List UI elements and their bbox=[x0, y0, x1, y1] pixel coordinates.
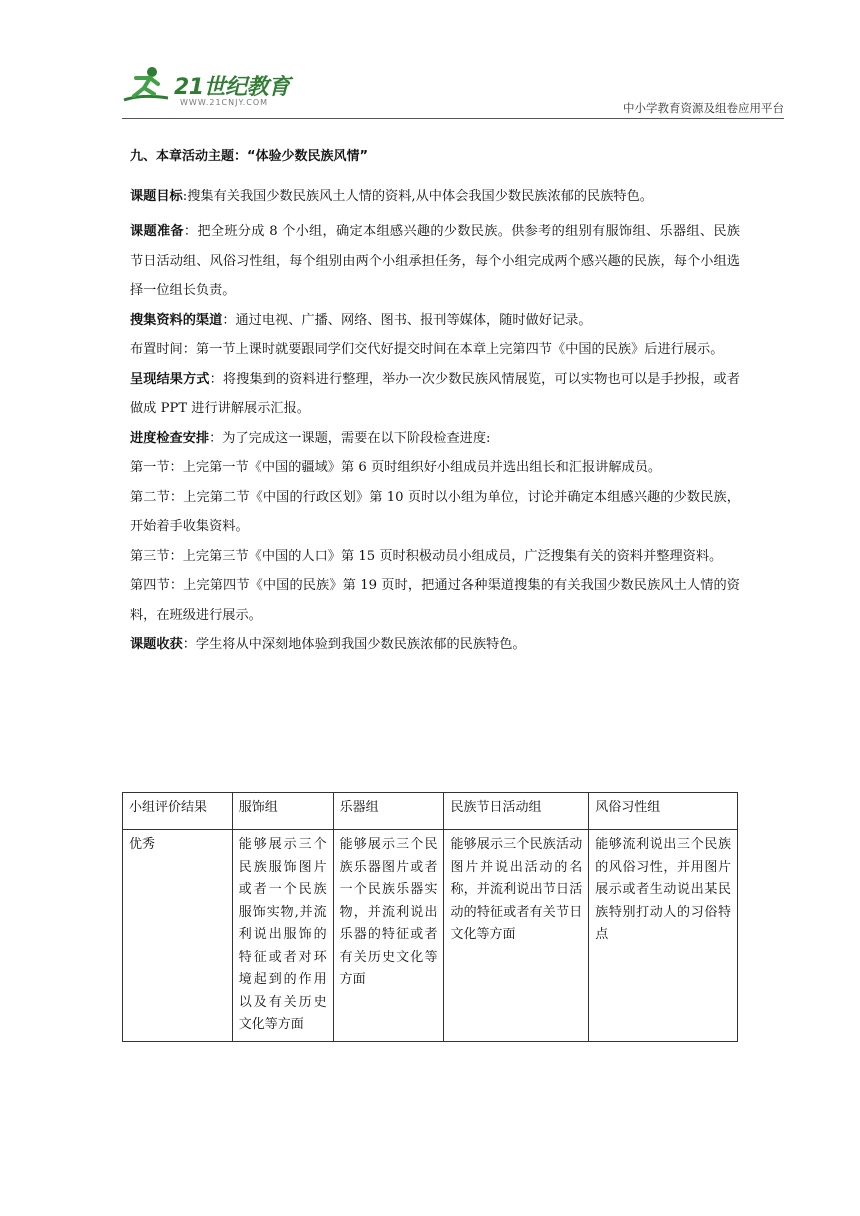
present-text: ：将搜集到的资料进行整理，举办一次少数民族风情展览，可以实物也可以是手抄报，或者做成 PPT 进行讲解展示汇报。 bbox=[130, 371, 740, 416]
evaluation-table bbox=[122, 792, 738, 1042]
logo-url: WWW.21CNJY.COM bbox=[180, 98, 269, 107]
table-cell: 能够展示三个民族服饰图片或者一个民族服饰实物,并流利说出服饰的特征或者对环境起到的作用以及有关历史文化等方面 bbox=[232, 830, 333, 1042]
table-header-cell: 小组评价结果 bbox=[123, 793, 233, 830]
runner-logo-icon bbox=[122, 64, 174, 108]
table-header-cell: 服饰组 bbox=[232, 793, 333, 830]
table-header-row bbox=[123, 793, 738, 830]
harvest-label: 课题收获 bbox=[130, 637, 183, 652]
platform-name: 中小学教育资源及组卷应用平台 bbox=[623, 101, 784, 115]
channel-paragraph bbox=[130, 306, 740, 336]
table-header-cell: 民族节日活动组 bbox=[444, 793, 589, 830]
table-cell: 能够流利说出三个民族的风俗习性，并用图片展示或者生动说出某民族特别打动人的习俗特点 bbox=[589, 830, 738, 1042]
page-header bbox=[122, 62, 784, 120]
progress-paragraph bbox=[130, 424, 740, 454]
logo-text: 21世纪教育 bbox=[174, 75, 290, 100]
time-paragraph: 布置时间：第一节上课时就要跟同学们交代好提交时间在本章上完第四节《中国的民族》后进行展示。 bbox=[130, 342, 724, 357]
step-2: 第二节：上完第二节《中国的行政区划》第 10 页时以小组为单位，讨论并确定本组感兴趣的少数民族，开始着手收集资料。 bbox=[130, 489, 740, 534]
logo bbox=[122, 62, 302, 114]
harvest-text: ：学生将从中深刻地体验到我国少数民族浓郁的民族特色。 bbox=[182, 637, 526, 652]
channel-text: ：通过电视、广播、网络、图书、报刊等媒体，随时做好记录。 bbox=[222, 312, 592, 328]
goal-paragraph bbox=[130, 182, 740, 212]
table-cell: 能够展示三个民族活动图片并说出活动的名称，并流利说出节日活动的特征或者有关节日文化等方面 bbox=[444, 830, 589, 1042]
goal-label: 课题目标 bbox=[130, 188, 183, 204]
table-cell: 能够展示三个民族乐器图片或者一个民族乐器实物，并流利说出乐器的特征或者有关历史文化等方面 bbox=[333, 830, 444, 1042]
table-cell: 优秀 bbox=[123, 830, 233, 1042]
document-body bbox=[130, 142, 740, 660]
progress-label: 进度检查安排 bbox=[130, 430, 210, 446]
step-3: 第三节：上完第三节《中国的人口》第 15 页时积极动员小组成员，广泛搜集有关的资料并整理资料。 bbox=[130, 548, 723, 564]
progress-text: ：为了完成这一课题，需要在以下阶段检查进度: bbox=[209, 430, 491, 446]
table-header-cell: 乐器组 bbox=[333, 793, 444, 830]
prep-text: ：把全班分成 8 个小组，确定本组感兴趣的少数民族。供参考的组别有服饰组、乐器组、民族节日活动组、风俗习性组，每个组别由两个小组承担任务，每个小组完成两个感兴趣的民族，每个小组选择一位组长负责。 bbox=[130, 224, 740, 298]
channel-label: 搜集资料的渠道 bbox=[130, 312, 223, 328]
header-divider bbox=[122, 118, 784, 119]
prep-label: 课题准备 bbox=[130, 224, 184, 239]
step-1: 第一节：上完第一节《中国的疆域》第 6 页时组织好小组成员并选出组长和汇报讲解成员。 bbox=[130, 460, 662, 475]
section-title: 九、本章活动主题：“体验少数民族风情” bbox=[130, 149, 369, 164]
present-label: 呈现结果方式 bbox=[130, 371, 210, 387]
table-row bbox=[123, 830, 738, 1042]
goal-text: :搜集有关我国少数民族风土人情的资料,从中体会我国少数民族浓郁的民族特色。 bbox=[182, 188, 653, 204]
table-header-cell: 风俗习性组 bbox=[589, 793, 738, 830]
harvest-paragraph bbox=[130, 630, 740, 660]
prep-paragraph bbox=[130, 217, 740, 306]
present-paragraph bbox=[130, 365, 740, 424]
step-4: 第四节：上完第四节《中国的民族》第 19 页时，把通过各种渠道搜集的有关我国少数民族风土人情的资料，在班级进行展示。 bbox=[130, 578, 740, 623]
